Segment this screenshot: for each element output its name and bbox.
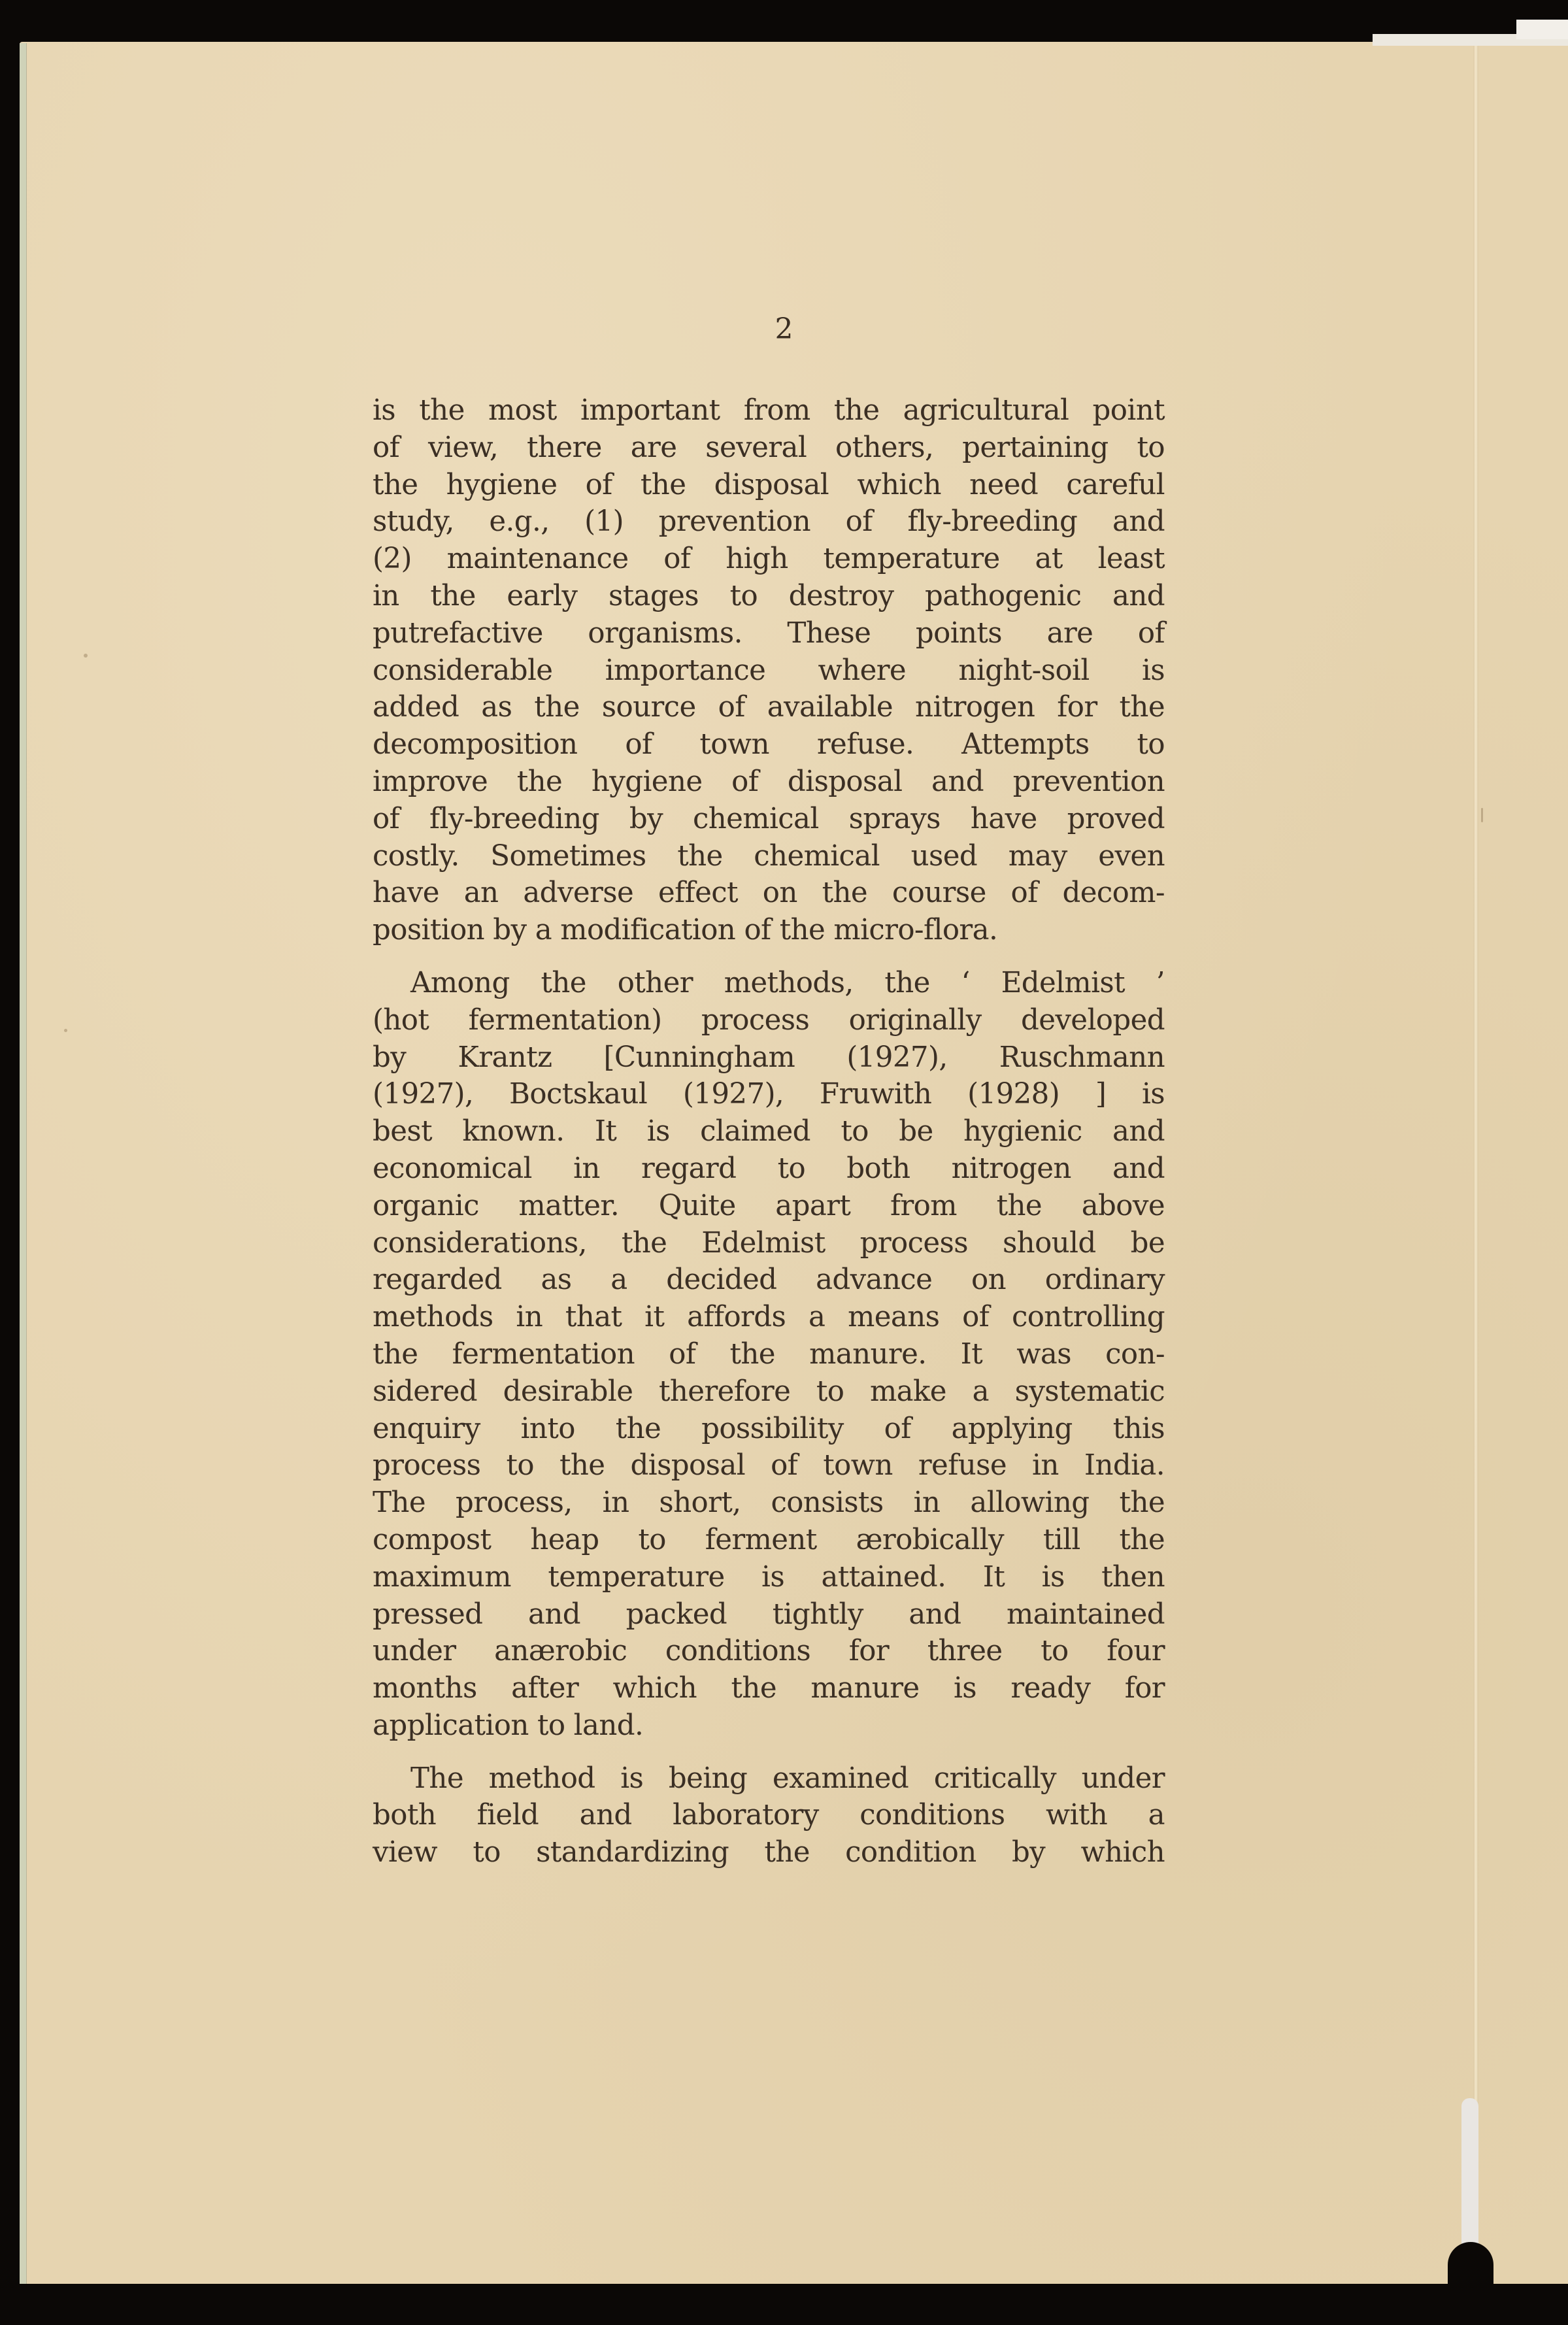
- text-line: methods in that it affords a means of controlling: [373, 1301, 1165, 1334]
- text-line: months after which the manure is ready for: [373, 1672, 1165, 1705]
- text-line: Among the other methods, the ‘ Edelmist ’: [410, 966, 1165, 999]
- tear-notch: [1448, 2242, 1493, 2288]
- text-line: by Krantz [Cunningham (1927), Ruschmann: [373, 1041, 1165, 1074]
- text-line: the hygiene of the disposal which need careful: [373, 468, 1165, 501]
- text-line: application to land.: [373, 1709, 644, 1742]
- ink-speck: [64, 1029, 67, 1032]
- text-line: study, e.g., (1) prevention of fly-breeding and: [373, 505, 1165, 539]
- paper-tab: [1516, 20, 1568, 39]
- text-line: The method is being examined critically under: [410, 1762, 1165, 1795]
- text-line: (hot fermentation) process originally developed: [373, 1003, 1165, 1037]
- text-line: of fly-breeding by chemical sprays have proved: [373, 802, 1165, 835]
- body-text: [373, 392, 1165, 1871]
- paragraph: [373, 965, 1165, 1745]
- text-line: putrefactive organisms. These points are of: [373, 616, 1165, 650]
- text-line: both field and laboratory conditions with a: [373, 1799, 1165, 1832]
- text-line: improve the hygiene of disposal and prevention: [373, 765, 1165, 798]
- text-line: decomposition of town refuse. Attempts to: [373, 728, 1165, 761]
- paragraph: [373, 1760, 1165, 1871]
- page-fold-crease: [1473, 46, 1478, 2209]
- text-line: process to the disposal of town refuse in India.: [373, 1449, 1165, 1482]
- text-line: maximum temperature is attained. It is then: [373, 1560, 1165, 1594]
- text-line: The process, in short, consists in allowing the: [373, 1486, 1165, 1520]
- binding-edge: [20, 43, 27, 2284]
- text-line: of view, there are several others, pertaining to: [373, 431, 1165, 464]
- page-number: 2: [775, 312, 793, 346]
- text-line: sidered desirable therefore to make a systematic: [373, 1375, 1165, 1408]
- text-line: considerable importance where night-soil is: [373, 654, 1165, 687]
- text-line: costly. Sometimes the chemical used may even: [373, 839, 1165, 873]
- text-line: is the most important from the agricultural point: [373, 394, 1165, 427]
- ink-speck: [1481, 808, 1483, 822]
- text-line: view to standardizing the condition by which: [373, 1836, 1165, 1869]
- text-line: have an adverse effect on the course of decom-: [373, 877, 1165, 910]
- text-line: considerations, the Edelmist process should be: [373, 1226, 1165, 1260]
- page-tear: [1461, 2098, 1478, 2255]
- text-line: position by a modification of the micro-flora.: [373, 914, 998, 947]
- text-line: economical in regard to both nitrogen and: [373, 1152, 1165, 1185]
- text-line: added as the source of available nitrogen for the: [373, 691, 1165, 724]
- text-line: in the early stages to destroy pathogenic and: [373, 579, 1165, 612]
- ink-speck: [84, 654, 88, 658]
- paragraph: [373, 392, 1165, 949]
- text-line: organic matter. Quite apart from the above: [373, 1189, 1165, 1222]
- text-line: (2) maintenance of high temperature at least: [373, 543, 1165, 576]
- text-line: enquiry into the possibility of applying this: [373, 1412, 1165, 1445]
- text-line: best known. It is claimed to be hygienic and: [373, 1115, 1165, 1148]
- text-line: regarded as a decided advance on ordinary: [373, 1263, 1165, 1297]
- text-line: (1927), Boctskaul (1927), Fruwith (1928) ] is: [373, 1078, 1165, 1111]
- text-line: the fermentation of the manure. It was con-: [373, 1337, 1165, 1371]
- text-line: compost heap to ferment ærobically till the: [373, 1523, 1165, 1556]
- text-line: pressed and packed tightly and maintained: [373, 1597, 1165, 1631]
- text-line: under anærobic conditions for three to four: [373, 1635, 1165, 1668]
